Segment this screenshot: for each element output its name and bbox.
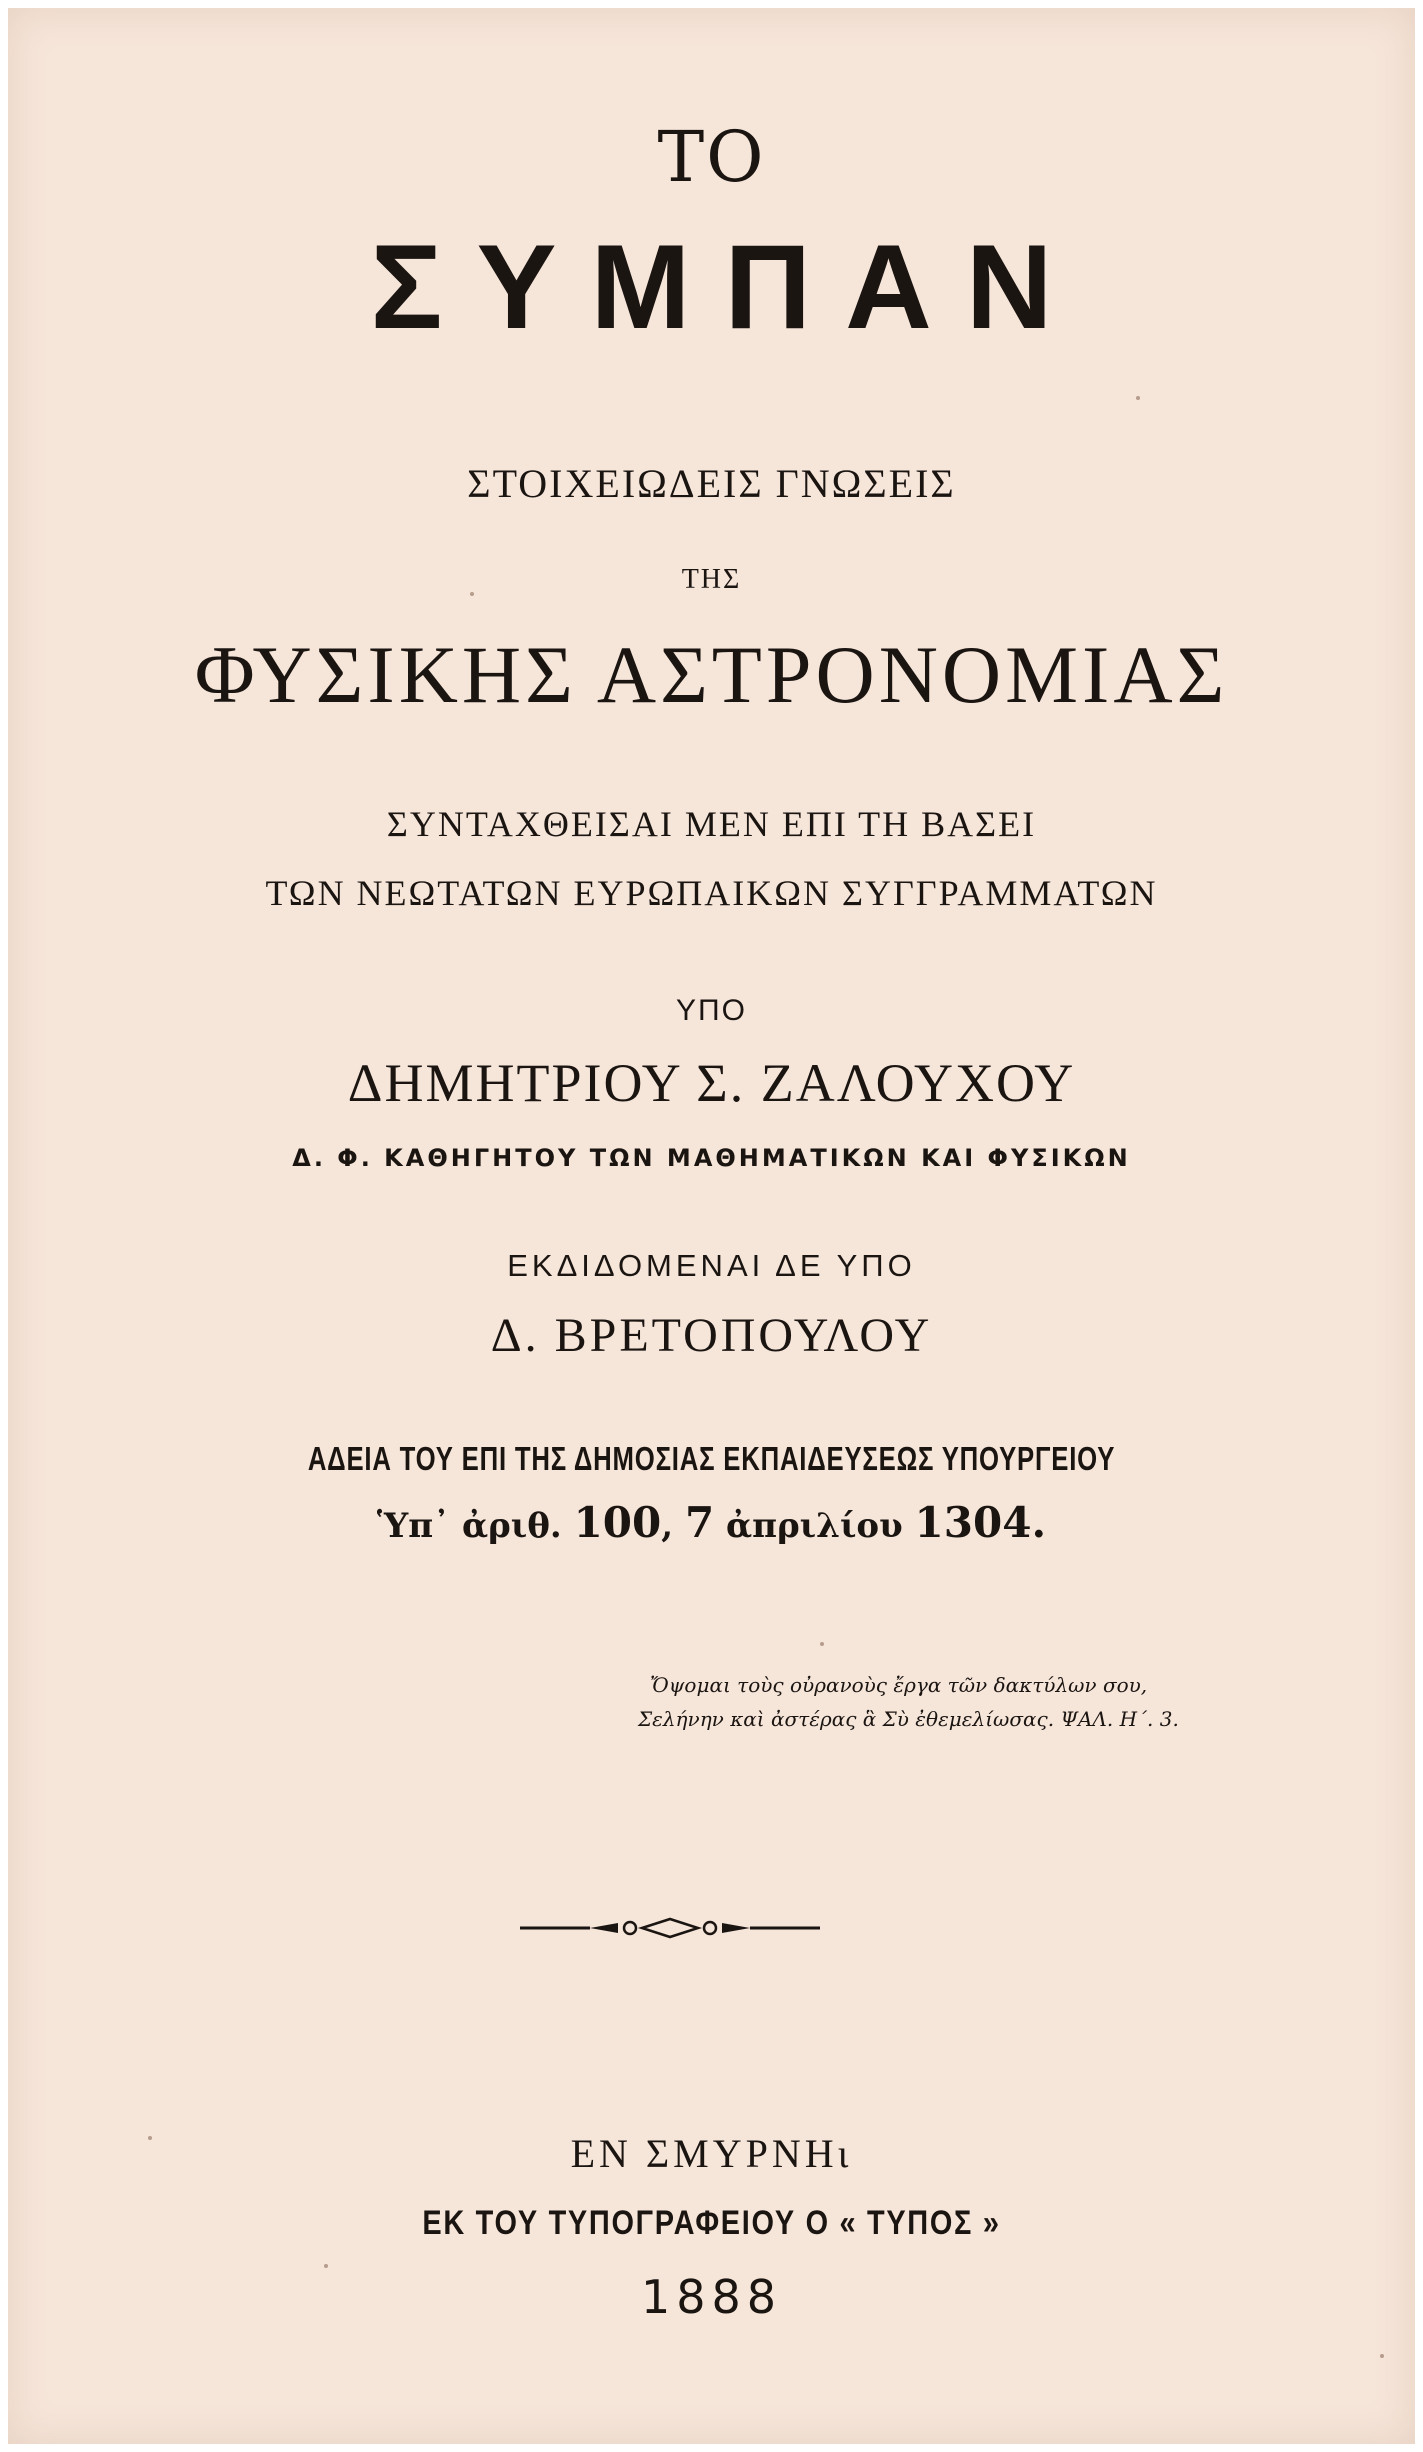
subtitle-line-1: ΣΤΟΙΧΕΙΩΔΕΙΣ ΓΝΩΣΕΙΣ xyxy=(467,461,956,506)
paper-speck xyxy=(820,1642,824,1646)
author-title: Δ. Φ. ΚΑΘΗΓΗΤΟΥ ΤΩΝ ΜΑΘΗΜΑΤΙΚΩΝ ΚΑΙ ΦΥΣΙΚΩΝ xyxy=(292,1144,1131,1172)
title-page xyxy=(8,8,1415,2444)
epigraph-line-2: Σελήνην καὶ ἀστέρας ἃ Σὺ ἐθεμελίωσας. ΨΑΛ. Η΄. 3. xyxy=(638,1707,1179,1731)
subtitle-line-2: ΤΗΣ xyxy=(681,564,742,595)
permit-date: 7 xyxy=(684,1498,715,1547)
paper-speck xyxy=(1380,2354,1384,2358)
imprint-printer: ΕΚ ΤΟΥ ΤΥΠΟΓΡΑΦΕΙΟΥ Ο « ΤΥΠΟΣ » xyxy=(422,2204,1001,2242)
compiled-line-1: ΣΥΝΤΑΧΘΕΙΣΑΙ ΜΕΝ ΕΠΙ ΤΗ ΒΑΣΕΙ xyxy=(386,804,1037,844)
permission-line: ΑΔΕΙΑ ΤΟΥ ΕΠΙ ΤΗΣ ΔΗΜΟΣΙΑΣ ΕΚΠΑΙΔΕΥΣΕΩΣ ΥΠΟΥΡΓΕΙΟΥ xyxy=(307,1440,1116,1477)
publisher-name: Δ. ΒΡΕΤΟΠΟΥΛΟΥ xyxy=(490,1309,933,1362)
compiled-line-2: ΤΩΝ ΝΕΩΤΑΤΩΝ ΕΥΡΩΠΑΙΚΩΝ ΣΥΓΓΡΑΜΜΑΤΩΝ xyxy=(265,873,1158,913)
author-name: ΔΗΜΗΤΡΙΟΥ Σ. ΖΑΛΟΥΧΟΥ xyxy=(347,1053,1076,1113)
permit-number: 100 xyxy=(573,1498,662,1547)
by-label: ΥΠΟ xyxy=(675,994,747,1027)
permit-prefix: Ὑπ᾽ ἀριθ. xyxy=(376,1506,562,1546)
imprint-year: 1888 xyxy=(640,2270,783,2324)
paper-speck xyxy=(470,592,474,596)
paper-speck xyxy=(148,2136,152,2140)
paper-speck xyxy=(324,2264,328,2268)
epigraph-line-1: Ὄψομαι τοὺς οὐρανοὺς ἔργα τῶν δακτύλων σου, xyxy=(650,1673,1148,1697)
permit-line: Ὑπ᾽ ἀριθ. 100, 7 ἀπριλίου 1304. xyxy=(376,1498,1047,1547)
published-by-label: ΕΚΔΙΔΟΜΕΝΑΙ ΔΕ ΥΠΟ xyxy=(507,1248,916,1283)
ornament-divider-icon xyxy=(520,1916,820,1940)
imprint-city: ΕΝ ΣΜΥΡΝΗι xyxy=(570,2131,853,2176)
title-article: ΤΟ xyxy=(657,116,766,198)
paper-speck xyxy=(1136,396,1140,400)
permit-year: 1304. xyxy=(914,1498,1047,1547)
permit-month: ἀπριλίου xyxy=(726,1506,903,1546)
subtitle-line-3: ΦΥΣΙΚΗΣ ΑΣΤΡΟΝΟΜΙΑΣ xyxy=(194,629,1229,720)
epigraph xyxy=(638,1668,1179,1736)
main-title: ΣΥΜΠΑΝ xyxy=(370,220,1087,354)
